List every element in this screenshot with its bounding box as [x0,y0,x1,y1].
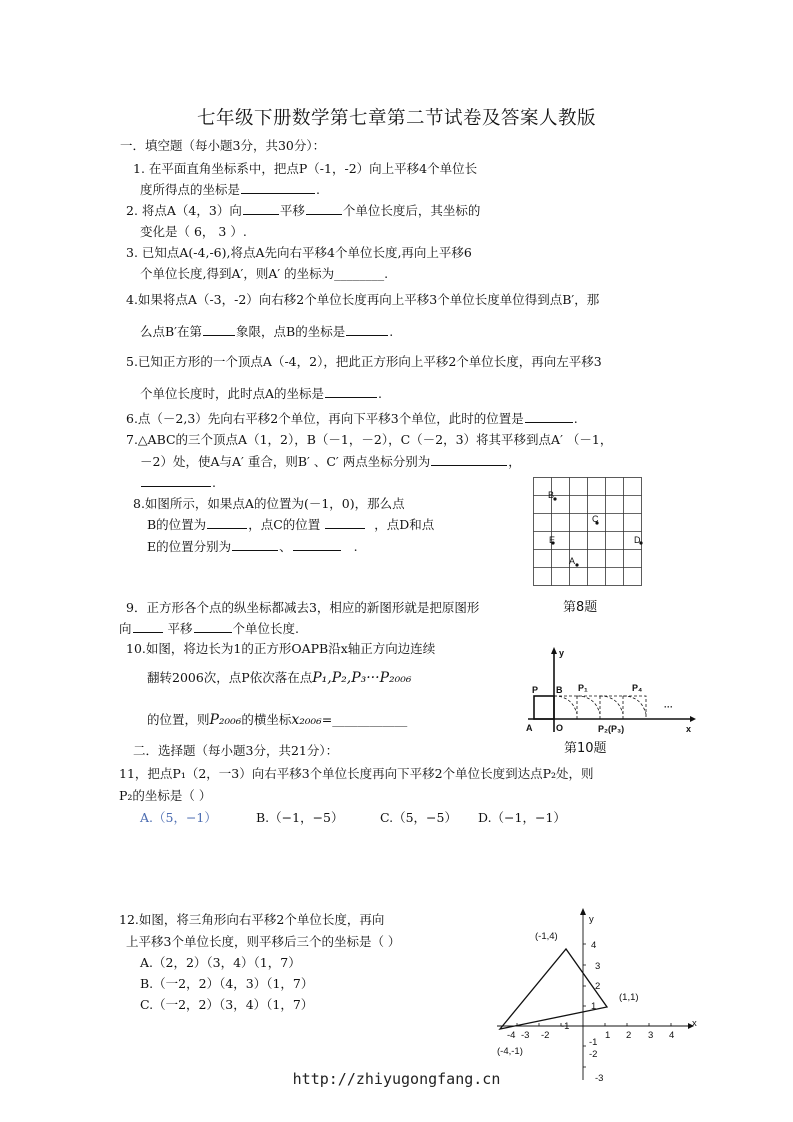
q1-line1: 1. 在平面直角坐标系中，把点P（-1，-2）向上平移4个单位长 [133,161,478,176]
fig8-label-b: B [548,490,555,500]
fig8-label-c: C [592,514,599,524]
q9-blank-units[interactable] [194,621,232,633]
fig12-xtick: 1 [605,1030,611,1041]
q8-blank-e[interactable] [293,539,341,551]
q2-line1: 2. 将点A（4，3）向 平移 个单位长度后，其坐标的 [126,203,481,218]
section-1-heading: 一．填空题（每小题3分，共30分）： [120,138,326,153]
fig10-label-p2p3: P₂(P₃) [598,724,625,734]
figure-10-caption: 第10题 [564,741,607,756]
q4-blank-point-b[interactable] [346,324,388,336]
q12-option-a[interactable]: A.（2，2）（3，4）（1，7） [140,955,301,970]
fig12-xtick: 2 [626,1030,632,1041]
figure-8-grid [533,477,643,587]
fig10-label-o: O [556,723,564,733]
q4-line2: 么点B′在第 象限，点B的坐标是 . [140,324,394,339]
q2-blank-direction[interactable] [243,203,279,215]
q6-line1: 6.点（－2,3）先向右平移2个单位，再向下平移3个单位，此时的位置是 . [126,411,578,426]
q2-blank-units[interactable] [306,203,342,215]
q7-blank-b-prime[interactable] [431,454,507,466]
fig8-label-d: D [634,535,641,545]
q3-line2: 个单位长度,得到A′，则A′ 的坐标为________. [140,266,389,281]
fig12-ytick: -3 [595,1073,604,1084]
q5-line1: 5.已知正方形的一个顶点A（-4，2），把此正方形向上平移2个单位长度，再向左平移3 [126,354,602,369]
q8-line1: 8.如图所示，如果点A的位置为(－1，0)，那么点 [133,496,405,511]
q5-line2: 个单位长度时，此时点A的坐标是 . [140,386,383,401]
fig12-label-right-vertex: (1,1) [619,992,639,1003]
q9-blank-direction[interactable] [133,621,163,633]
fig12-label-top-vertex: (-1,4) [535,931,558,942]
q1-answer-blank[interactable] [241,182,315,194]
section-2-heading: 二．选择题（每小题3分，共21分）： [133,743,339,758]
fig10-label-a: A [526,723,533,733]
q4-line1: 4.如果将点A（-3，-2）向右移2个单位长度再向上平移3个单位长度单位得到点B′，那 [126,292,600,307]
fig8-label-e: E [549,535,556,545]
fig12-label-x: x [692,1018,697,1029]
q9-line2: 向 平移 个单位长度. [119,621,299,636]
q8-blank-d[interactable] [232,539,278,551]
q7-line2: －2）处，使A与A′ 重合，则B′ 、C′ 两点坐标分别为 ， [140,454,521,469]
q11-option-a[interactable]: A.（5，−1） [140,810,217,825]
q1-line2: 度所得点的坐标是 . [140,182,320,197]
q8-blank-c[interactable] [325,517,365,529]
q12-line1: 12.如图，将三角形向右平移2个单位长度，再向 [119,912,385,927]
q4-blank-quadrant[interactable] [203,324,235,336]
fig12-xtick: 3 [648,1030,654,1041]
q10-line3: 的位置，则P₂₀₀₆的横坐标x₂₀₀₆=____________ [147,712,408,728]
fig8-label-a: A [569,556,576,566]
q11-line2: P₂的坐标是（ ） [119,788,212,803]
fig12-ytick: 4 [591,940,597,951]
figure-8-caption: 第8题 [563,600,598,615]
q8-line3: E的位置分别为 、 . [147,539,358,554]
q9-line1: 9．正方形各个点的纵坐标都减去3，相应的新图形就是把原图形 [126,600,480,615]
q12-option-b[interactable]: B.（一2，2）（4，3）（1，7） [140,976,314,991]
fig12-xtick: -3 [521,1030,530,1041]
fig12-label-y: y [589,914,594,925]
q12-line2: 上平移3个单位长度，则平移后三个的坐标是（ ） [126,934,401,949]
fig10-label-p1: P₁ [578,683,588,693]
footer-url[interactable]: http://zhiyugongfang.cn [292,1070,501,1088]
q10-line1: 10.如图，将边长为1的正方形OAPB沿x轴正方向边连续 [126,641,436,656]
q3-line1: 3. 已知点A(-4,-6),将点A先向右平移4个单位长度,再向上平移6 [126,245,472,260]
fig12-ytick: 3 [595,961,601,972]
fig12-label-left-vertex: (-4,-1) [497,1046,523,1057]
q7-blank-c-prime[interactable] [141,475,211,487]
q8-line2: B的位置为 ，点C的位置 ，点D和点 [147,517,435,532]
q7-line3: . [140,475,216,491]
fig10-label-dots: ··· [664,702,673,712]
fig12-ytick: 2 [595,981,601,992]
q10-line2: 翻转2006次，点P依次落在点P₁,P₂,P₃···P₂₀₀₆ [147,670,412,686]
q2-line2: 变化是（ 6， 3 ）. [140,224,247,239]
fig12-ytick: -1 [589,1037,598,1048]
q8-blank-b[interactable] [207,517,247,529]
q12-option-c[interactable]: C.（一2，2）（3，4）（1，7） [140,997,314,1012]
fig10-label-p: P [532,685,539,695]
q7-line1: 7.△ABC的三个顶点A（1，2），B（－1，－2），C（－2，3）将其平移到点A′ （－1， [126,432,613,447]
q11-line1: 11，把点P₁（2，一3）向右平移3个单位长度再向下平移2个单位长度到达点P₂处，则 [119,766,594,781]
page-title: 七年级下册数学第七章第二节试卷及答案人教版 [196,108,596,129]
fig10-label-p4: P₄ [632,683,643,693]
fig12-xtick: 4 [669,1030,675,1041]
fig12-ytick: -2 [589,1049,598,1060]
figure-10-diagram [522,644,697,736]
q11-option-d[interactable]: D.（−1，−1） [478,810,566,825]
fig10-label-y: y [559,648,565,658]
fig12-xtick: -1 [561,1021,570,1032]
fig12-xtick: -4 [507,1030,516,1041]
q6-answer-blank[interactable] [525,411,573,423]
fig10-label-x: x [686,724,692,734]
fig12-ytick: 1 [591,1001,597,1012]
figure-12-coordinate-plane [495,905,705,1085]
fig12-xtick: -2 [541,1030,550,1041]
q11-option-c[interactable]: C.（5，−5） [380,810,457,825]
fig10-label-b: B [556,685,563,695]
q11-option-b[interactable]: B.（−1，−5） [256,810,344,825]
q5-answer-blank[interactable] [325,386,377,398]
